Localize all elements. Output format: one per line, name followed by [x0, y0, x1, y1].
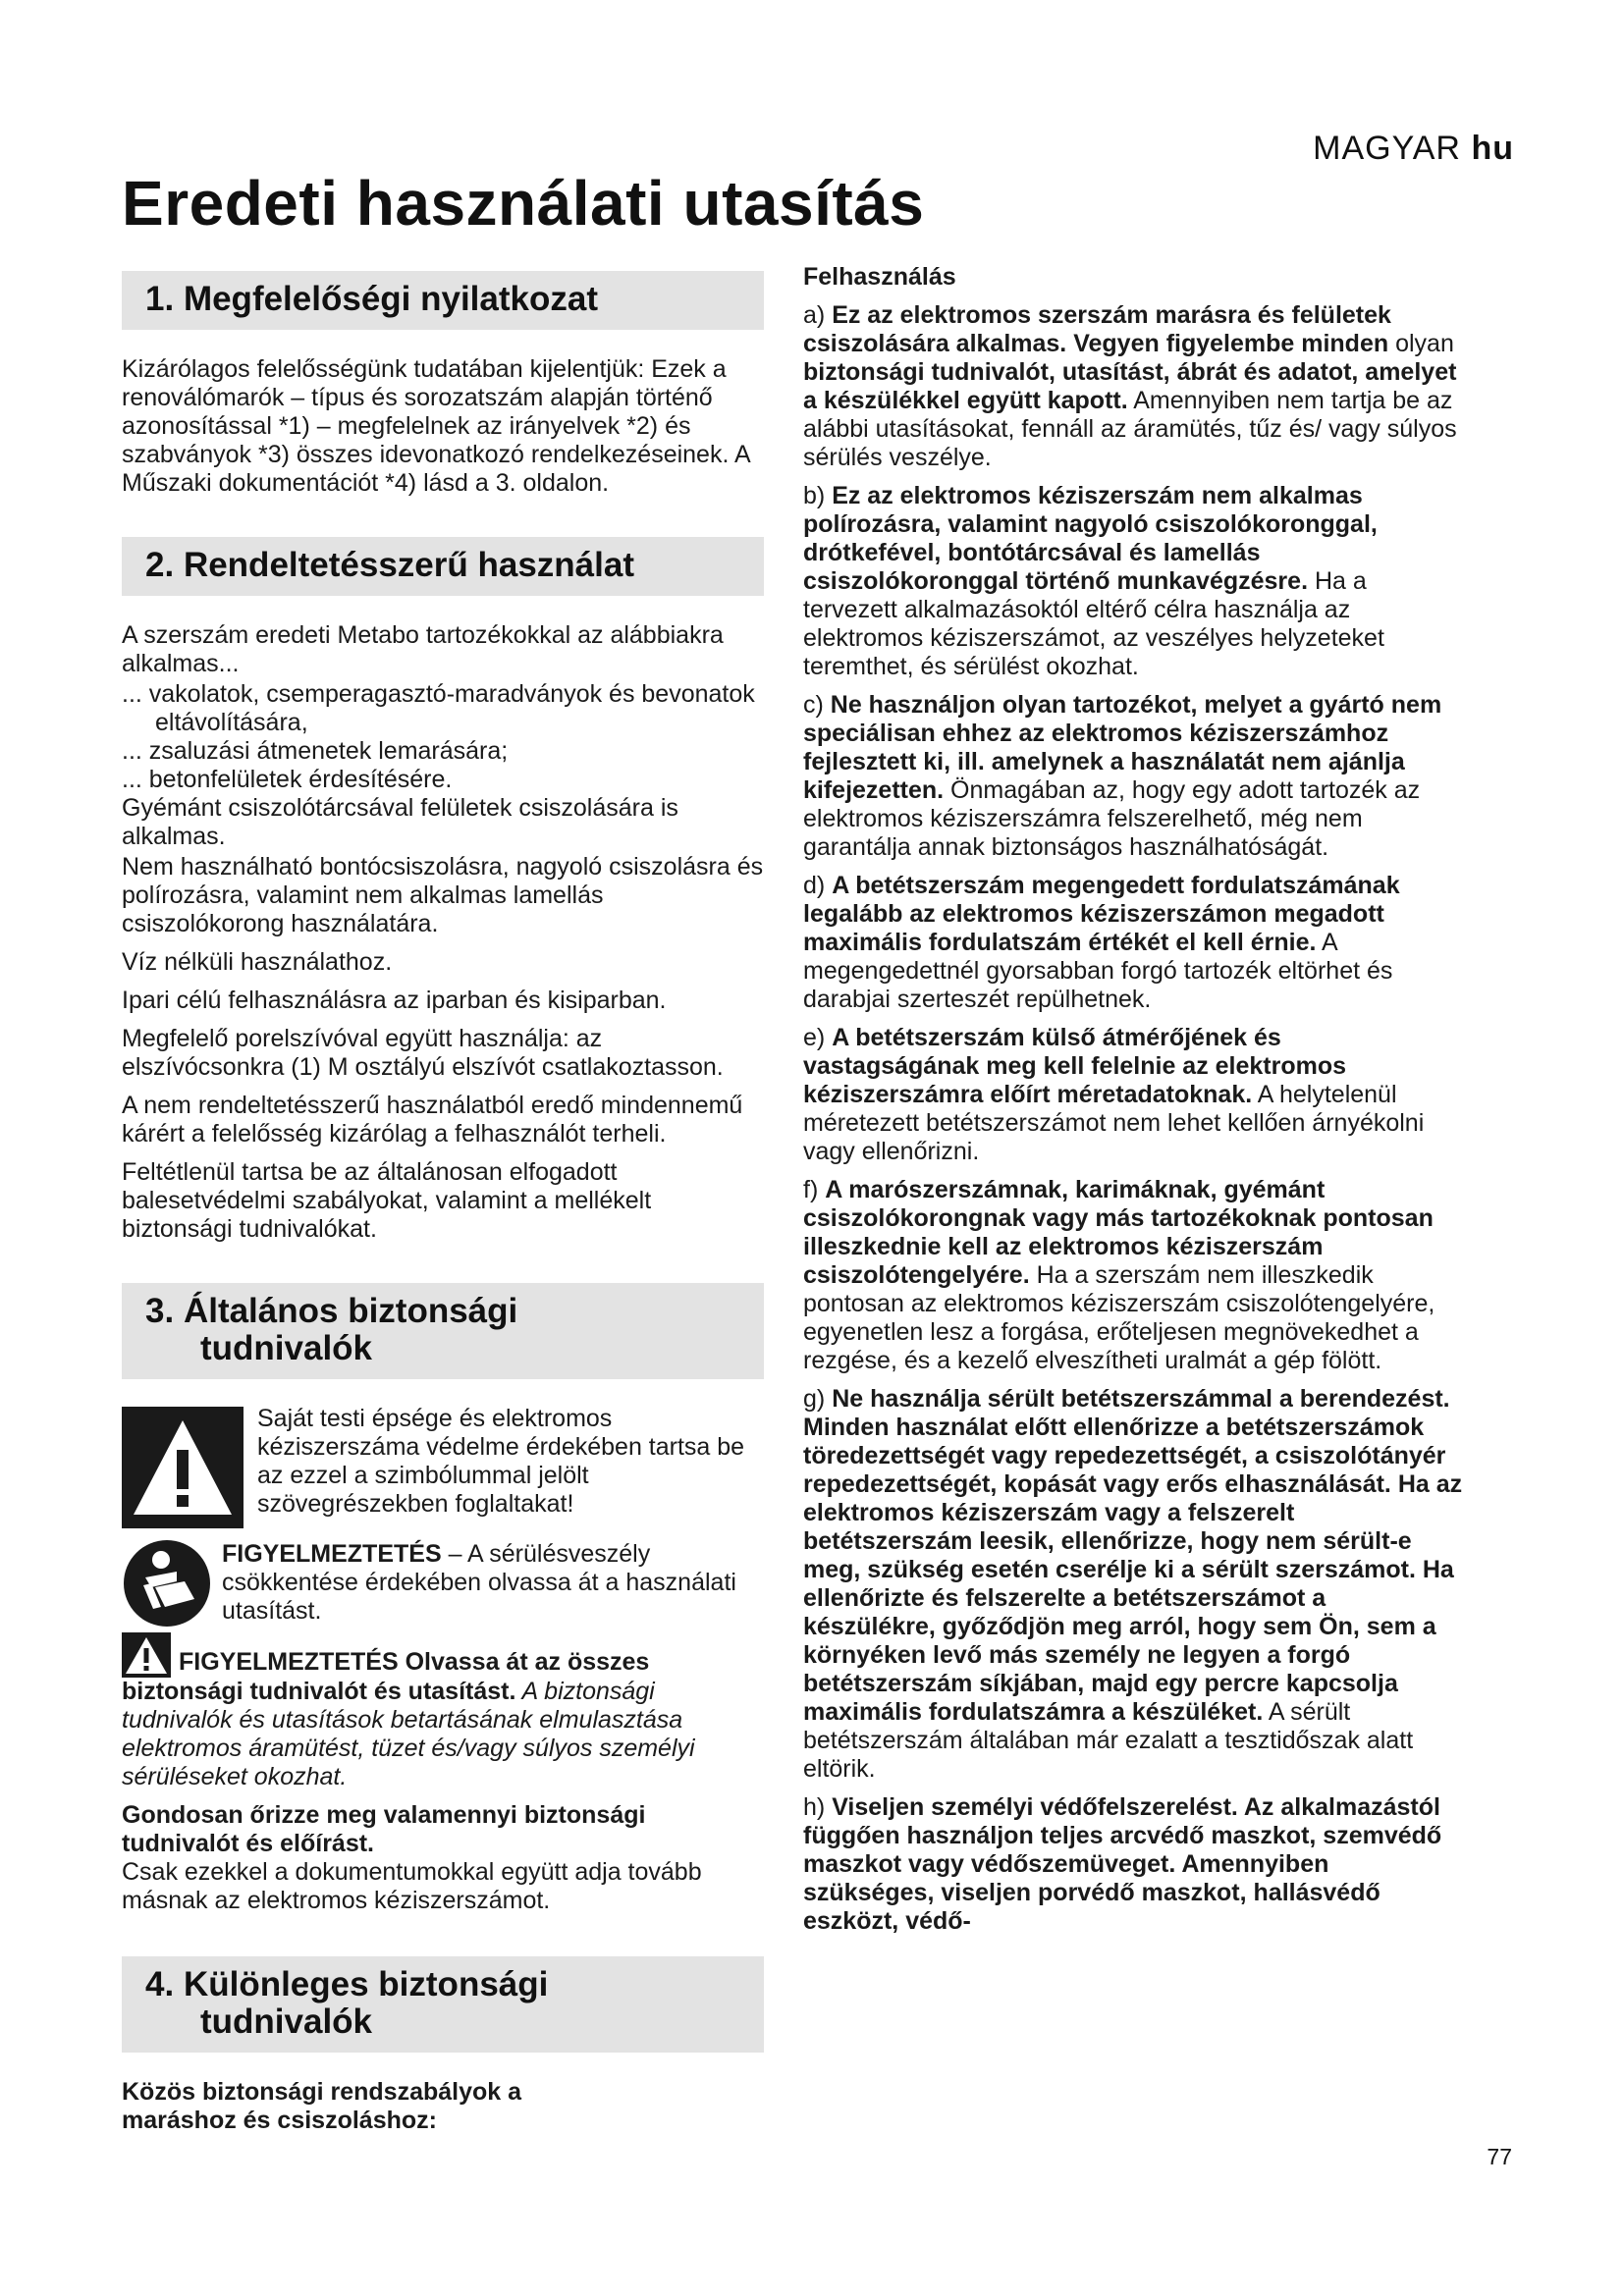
- section-2-p2: Nem használható bontócsiszolásra, nagyoló csiszolásra és polírozásra, valamint nem alkalmas lamellás csiszolókorong használatára.: [122, 853, 764, 937]
- section-2-p3: Víz nélküli használathoz.: [122, 948, 393, 976]
- rule-item: e) A betétszerszám külső átmérőjének és vastagságának meg kell felelnie az elektromos kéziszerszámra előírt méretadatoknak. A helytelenül méretezett betétszerszámot nem lehet kellően árnyékolni vagy ellenőrizni.: [803, 1024, 1425, 1165]
- read-manual-icon: [122, 1538, 212, 1629]
- section-1-body: Kizárólagos felelősségünk tudatában kijelentjük: Ezek a renoválómarók – típus és sorozatszám alapján történő azonosítással *1) – megfelelnek az irányelvek *2) és szabványok *3) összes idevonatkozó rendelkezéseinek. A Műszaki dokumentációt *4) lásd a 3. oldalon.: [122, 355, 750, 497]
- section-2-p6: A nem rendeltetésszerű használatból eredő mindennemű kárért a felelősség kizárólag a felhasználót terheli.: [122, 1092, 743, 1148]
- section-2-p7: Feltétlenül tartsa be az általánosan elfogadott balesetvédelmi szabályokat, valamint a mellékelt biztonsági tudnivalókat.: [122, 1158, 652, 1243]
- rule-item: g) Ne használja sérült betétszerszámmal a berendezést. Minden használat előtt ellenőrizze a betétszerszámok töredezettségét vagy repedezettségét, a csiszolótányér repedezettségét, kopását vagy erős elhasználását. Ha az elektromos kéziszerszám vagy a felszerelt betétszerszám leesik, ellenőrizze, hogy nem sérült-e meg, szükség esetén cserélje ki a sérült szerszámot. Ha ellenőrizte és felszerelte a betétszerszámot a készülékre, győződjön meg arról, hogy sem Ön, sem a környéken levő más személy ne legyen a forgó betétszerszám síkjában, majd egy percre kapcsolja maximális fordulatszámra a készüléket. A sérült betétszerszám általában már ezalatt a tesztidőszak alatt eltörik.: [803, 1385, 1463, 1783]
- section-2-heading: 2. Rendeltetésszerű használat: [122, 537, 764, 596]
- rule-item: h) Viseljen személyi védőfelszerelést. Az alkalmazástól függően használjon teljes arcvédő maszkot, szemvédő maszkot vagy védőszemüveget. Amennyiben szükséges, viseljen porvédő maszkot, hallásvédő eszközt, védő-: [803, 1793, 1442, 1935]
- warning-triangle-icon: [122, 1407, 244, 1528]
- language-code: hu: [1471, 130, 1514, 167]
- rule-item: f) A marószerszámnak, karimáknak, gyémánt csiszolókorongnak vagy más tartozékoknak pontosan illeszkednie kell az elektromos kéziszerszám csiszolótengelyére. Ha a szerszám nem illeszkedik pontosan az elektromos kéziszerszám csiszolótengelyére, egyenetlen lesz a forgása, erőteljesen megnövekedhet a rezgése, és a kezelő elveszítheti uralmát a gép fölött.: [803, 1176, 1435, 1374]
- right-column: [803, 263, 1463, 1946]
- usage-list: [122, 680, 764, 794]
- page-title: Eredeti használati utasítás: [122, 168, 925, 239]
- section-4-subheading: Közös biztonsági rendszabályok a maráshoz és csiszoláshoz:: [122, 2078, 522, 2134]
- keep-instructions-heading: Gondosan őrizze meg valamennyi biztonsági tudnivalót és előírást.: [122, 1801, 646, 1857]
- general-warning-bold: FIGYELMEZTETÉS Olvassa át az összes biztonsági tudnivalót és utasítást.: [122, 1648, 650, 1705]
- rule-item: c) Ne használjon olyan tartozékot, melyet a gyártó nem speciálisan ehhez az elektromos kéziszerszámhoz fejlesztett ki, ill. amelynek a használatát nem ajánlja kifejezetten. Önmagában az, hogy egy adott tartozék az elektromos kéziszerszámra felszerelhető, még nem garantálja annak biztonságos használhatóságát.: [803, 691, 1442, 861]
- page-number: 77: [1487, 2144, 1512, 2169]
- section-4-heading: 4. Különleges biztonsági tudnivalók: [122, 1956, 764, 2053]
- read-manual-text: – A sérülésveszély csökkentése érdekében olvassa át a használati utasítást.: [222, 1540, 736, 1625]
- rule-item: b) Ez az elektromos kéziszerszám nem alkalmas polírozásra, valamint nagyoló csiszolókoronggal, drótkefével, bontótárcsával és lamellás csiszolókoronggal történő munkavégzésre. Ha a tervezett alkalmazásoktól eltérő célra használja az elektromos kéziszerszámot, az veszélyes helyzeteket teremthet, és sérülést okozhat.: [803, 482, 1384, 680]
- list-item: ... zsaluzási átmenetek lemarására;: [122, 737, 509, 765]
- keep-instructions-text: Csak ezekkel a dokumentumokkal együtt adja tovább másnak az elektromos kéziszerszámot.: [122, 1858, 702, 1914]
- general-warning-italic: A biztonsági tudnivalók és utasítások betartásának elmulasztása elektromos áramütést, tüzet és/vagy súlyos személyi sérüléseket okozhat.: [122, 1678, 695, 1790]
- safety-symbol-note: [122, 1405, 764, 1528]
- section-1-heading: 1. Megfelelőségi nyilatkozat: [122, 271, 764, 330]
- section-2-p4: Ipari célú felhasználásra az iparban és kisiparban.: [122, 987, 667, 1014]
- section-2-p5: Megfelelő porelszívóval együtt használja: az elszívócsonkra (1) M osztályú elszívót csatlakoztasson.: [122, 1025, 724, 1081]
- left-column: [122, 271, 764, 2145]
- list-item: ... betonfelületek érdesítésére.: [122, 766, 453, 793]
- section-2-intro: A szerszám eredeti Metabo tartozékokkal az alábbiakra alkalmas...: [122, 621, 724, 677]
- section-3-heading: 3. Általános biztonsági tudnivalók: [122, 1283, 764, 1379]
- rule-item: d) A betétszerszám megengedett fordulatszámának legalább az elektromos kéziszerszámon megadott maximális fordulatszám értékét el kell érnie. A megengedettnél gyorsabban forgó tartozék eltörhet és darabjai szerteszét repülhetnek.: [803, 872, 1400, 1013]
- warning-label: FIGYELMEZTETÉS: [222, 1540, 442, 1568]
- language-label: MAGYAR hu: [1313, 130, 1514, 167]
- warning-triangle-small-icon: [122, 1632, 171, 1678]
- usage-heading: Felhasználás: [803, 263, 956, 291]
- rule-item: a) Ez az elektromos szerszám marásra és felületek csiszolására alkalmas. Vegyen figyelembe minden olyan biztonsági tudnivalót, utasítást, ábrát és adatot, amelyet a készülékkel együtt kapott. Amennyiben nem tartja be az alábbi utasításokat, fennáll az áramütés, tűz és/ vagy súlyos sérülés veszélye.: [803, 301, 1457, 471]
- read-manual-warning: [122, 1538, 764, 1629]
- general-warning: [122, 1632, 764, 1791]
- section-2-p1: Gyémánt csiszolótárcsával felületek csiszolására is alkalmas.: [122, 794, 678, 850]
- list-item: ... vakolatok, csemperagasztó-maradványok és bevonatok eltávolítására,: [122, 680, 755, 736]
- safety-symbol-text: Saját testi épsége és elektromos kéziszerszáma védelme érdekében tartsa be az ezzel a szimbólummal jelölt szövegrészekben foglaltakat!: [257, 1405, 745, 1518]
